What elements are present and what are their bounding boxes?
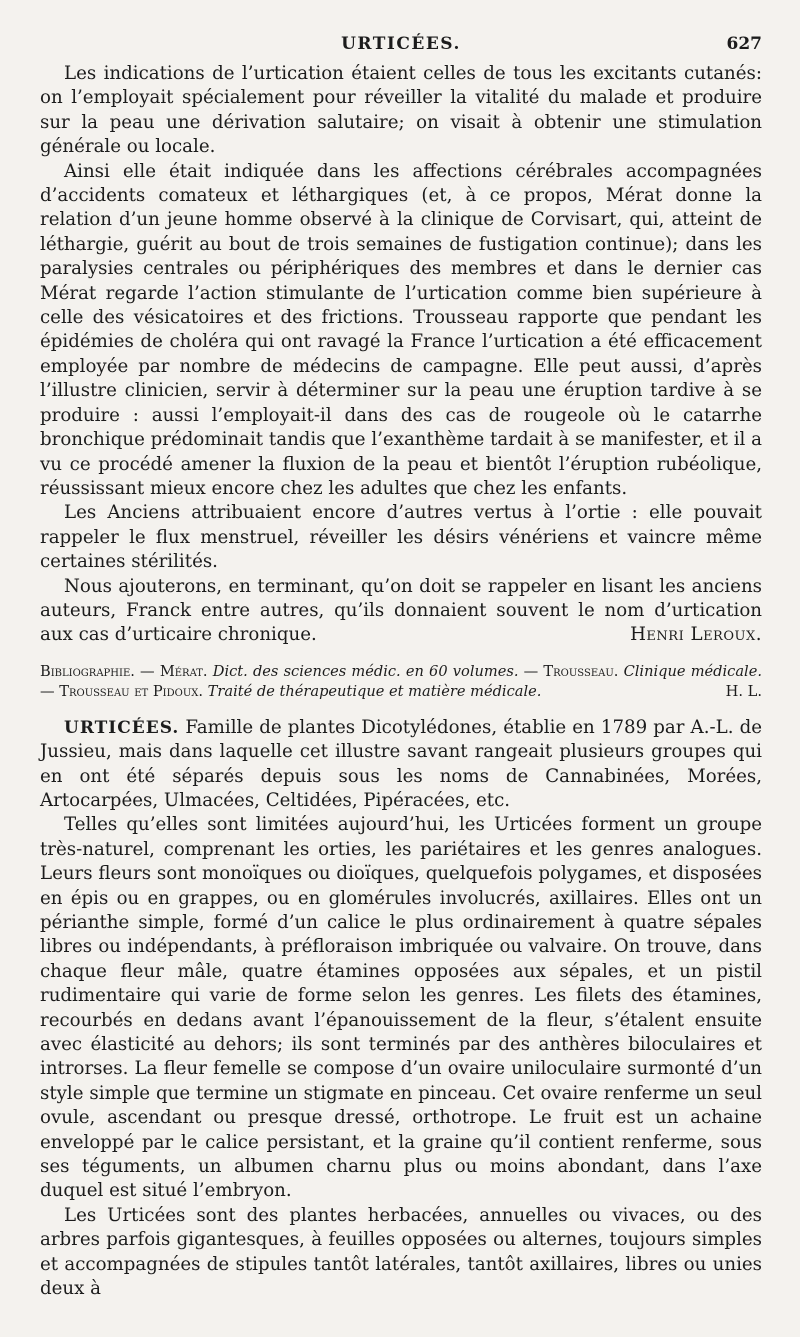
page-number: 627: [726, 34, 762, 54]
bibliography-label: Bibliographie.: [40, 662, 135, 680]
bibliography-dash: —: [134, 662, 160, 680]
bibliography-dash: —: [518, 662, 544, 680]
entry-first-text: Famille de plantes Dicotylédones, établie en 1789 par A.-L. de Jussieu, mais dans laquelle cet illustre savant rangeait plusieurs groupes qui en ont été séparés depuis sous les noms de Cannabinées, Morées, Artocarpées, Ulmacées, Celtidées, Pipéracées, etc.: [40, 716, 762, 811]
bibliography: [40, 662, 762, 702]
paragraph-anciens: Les Anciens attribuaient encore d’autres vertus à l’ortie : elle pouvait rappeler le flux menstruel, réveiller les désirs vénériens et vaincre même certaines stérilités.: [40, 502, 762, 573]
entry-headword: URTICÉES.: [64, 717, 180, 738]
entry-first-paragraph: [40, 716, 762, 814]
bibliography-author-merat: Mérat.: [159, 662, 208, 680]
bibliography-work-clinique: Clinique médicale.: [618, 662, 762, 680]
bibliography-work-dict: Dict. des sciences médic. en 60 volumes.: [207, 662, 519, 680]
closing-text: Nous ajouterons, en terminant, qu’on doit se rappeler en lisant les anciens auteurs, Franck entre autres, qu’ils donnaient souvent le nom d’urtication aux cas d’urticaire chronique.: [40, 575, 762, 646]
paragraph-plantes: Les Urticées sont des plantes herbacées, annuelles ou vivaces, ou des arbres parfois gigantesques, à feuilles opposées ou alternes, toujours simples et accompagnées de stipules tantôt latérales, tantôt axillaires, libres ou unies deux à: [40, 1204, 762, 1300]
paragraph-affections: Ainsi elle était indiquée dans les affections cérébrales accompagnées d’accidents comateux et léthargiques (et, à ce propos, Mérat donne la relation d’un jeune homme observé à la clinique de Corvisart, qui, atteint de léthargie, guérit au bout de trois semaines de fustigation continue); dans les paralysies centrales ou périphériques des membres et dans le dernier cas Mérat regarde l’action stimulante de l’urtication comme bien supérieure à celle des vésicatoires et des frictions. Trousseau rapporte que pendant les épidémies de choléra qui ont ravagé la France l’urtication a été efficacement employée par nombre de médecins de campagne. Elle peut aussi, d’après l’illustre clinicien, servir à déterminer sur la peau une éruption tardive à se produire : aussi l’employait-il dans des cas de rougeole où le catarrhe bronchique prédominait tandis que l’exanthème tardait à se manifester, et il a vu ce procédé amener la fluxion de la peau et bientôt l’éruption rubéolique, réussissant mieux encore chez les adultes que chez les enfants.: [40, 160, 762, 499]
bibliography-initials: H. L.: [725, 682, 762, 700]
author-signature: Henri Leroux.: [630, 624, 762, 646]
article-body: [40, 62, 762, 648]
running-title: URTICÉES.: [341, 34, 461, 54]
bibliography-author-trousseau: Trousseau.: [543, 662, 619, 680]
bibliography-work-traite: Traité de thérapeutique et matière médicale.: [203, 682, 542, 700]
running-header: [40, 30, 762, 58]
paragraph-indications: Les indications de l’urtication étaient celles de tous les excitants cutanés: on l’employait spécialement pour réveiller la vitalité du malade et produire sur la peau une dérivation salutaire; on visait à obtenir une stimulation générale ou locale.: [40, 63, 762, 158]
paragraph-telles: Telles qu’elles sont limitées aujourd’hui, les Urticées forment un groupe très-naturel, comprenant les orties, les pariétaires et les genres analogues. Leurs fleurs sont monoïques ou dioïques, quelquefois polygames, et disposées en épis ou en grappes, ou en glomérules involucrés, axillaires. Elles ont un périanthe simple, formé d’un calice le plus ordinairement à quatre sépales libres ou indépendants, à préfloraison imbriquée ou valvaire. On trouve, dans chaque fleur mâle, quatre étamines opposées aux sépales, et un pistil rudimentaire qui varie de forme selon les genres. Les filets des étamines, recourbés en dedans avant l’épanouissement de la fleur, s’étalent ensuite avec élasticité au dehors; ils sont terminés par des anthères biloculaires et introrses. La fleur femelle se compose d’un ovaire uniloculaire surmonté d’un style simple que termine un stigmate en pinceau. Cet ovaire renferme un seul ovule, ascendant ou presque dressé, orthotrope. Le fruit est un achaine enveloppé par le calice persistant, et la graine qu’il contient renferme, sous ses téguments, un albumen charnu plus ou moins abondant, dans l’axe duquel est situé l’embryon.: [40, 814, 762, 1202]
bibliography-dash: —: [40, 682, 60, 700]
bibliography-author-trousseau-pidoux: Trousseau et Pidoux.: [59, 682, 204, 700]
paragraph-closing: [40, 575, 762, 648]
entry-urticees: [40, 716, 762, 1302]
